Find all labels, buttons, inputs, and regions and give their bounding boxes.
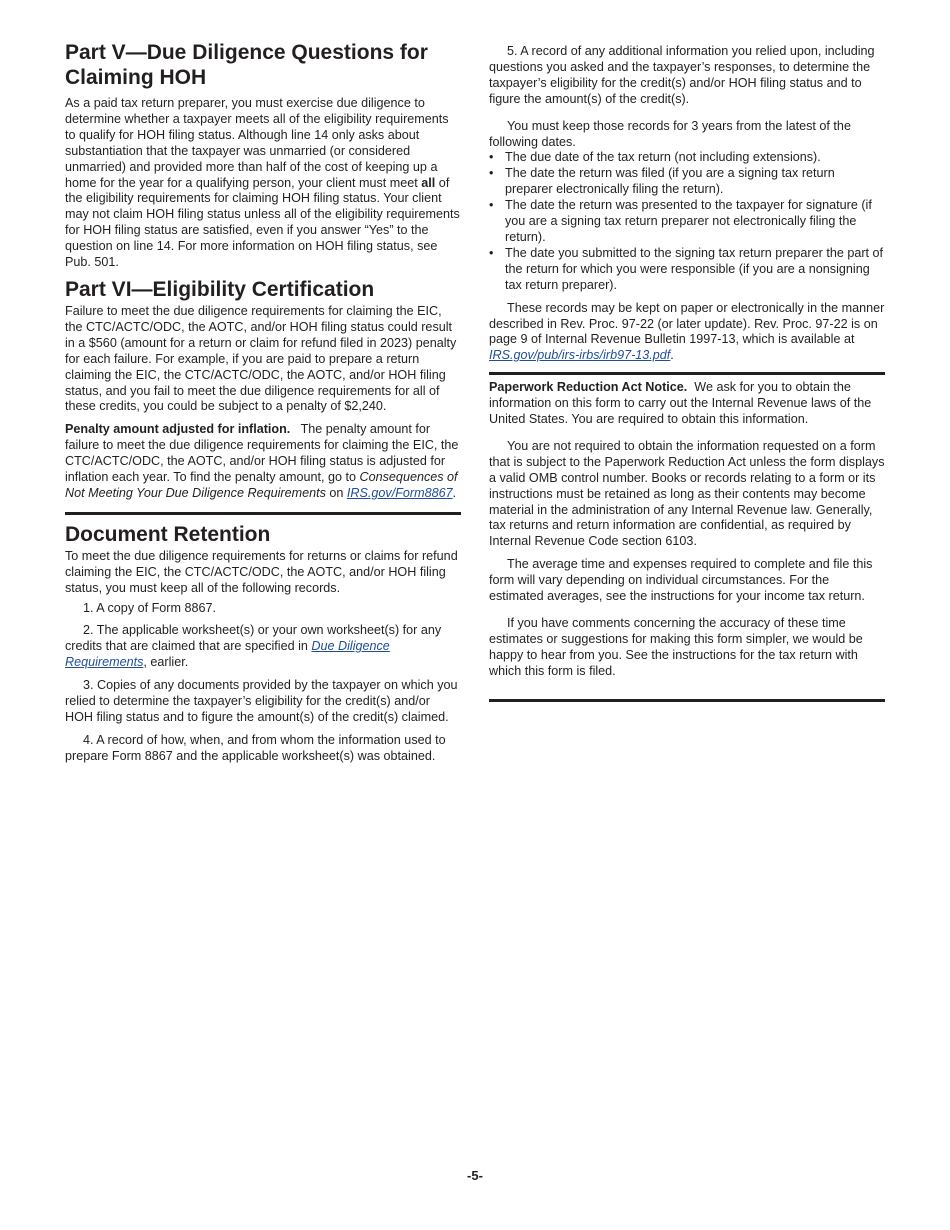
pra-paragraph [489,380,885,428]
retention-item-5: 5. A record of any additional information you relied upon, including questions you asked and the taxpayer’s responses, to determine the taxpayer’s eligibility for the credit(s) and/or HOH filing status and to figure the amount(s) of the credit(s). [489,44,875,106]
list-item [489,166,885,198]
due-diligence-link[interactable]: Due Diligence Requirements [65,639,390,670]
list-item-text: The date the return was presented to the taxpayer for signature (if you are a signing tax return preparer not electronically filing the return). [505,198,872,244]
retention-item-3: 3. Copies of any documents provided by the taxpayer on which you relied to determine the taxpayer’s eligibility for the credit(s) and/or HOH filing status and to figure the amount(s) of the credit(s) claimed. [65,678,458,724]
part6-heading: Part VI—Eligibility Certification [65,277,375,301]
bullet-icon: • [489,245,494,260]
part5-text-bold: all [421,175,436,190]
part6-paragraph: Failure to meet the due diligence requirements for claiming the EIC, the CTC/ACTC/ODC, the AOTC, and/or HOH filing status could result in a $560 (amount for a return or claim for refund filed in 2023) penalty for each failure. For example, if you are paid to prepare a return claiming the EIC, the CTC/ACTC/ODC, the AOTC, and/or HOH filing status, and you fail to meet the due diligence requirements for all of these credits, you could be subject to a penalty of $2,240. [65,303,457,414]
retention-item-1: 1. A copy of Form 8867. [83,600,217,615]
form8867-link[interactable]: IRS.gov/Form8867 [346,485,453,500]
bullet-icon: • [489,166,494,181]
irb-link[interactable]: IRS.gov/pub/irs-irbs/irb97-13.pdf [489,348,671,363]
penalty-heading: Penalty amount adjusted for inflation. [65,422,291,437]
records-end: . [670,348,674,363]
right-column [489,44,885,702]
retention-item-2-text: 2. The applicable worksheet(s) or your own worksheet(s) for any credits that are claimed that are specified in [65,623,442,654]
pra-paragraph-3: The average time and expenses required to complete and file this form will vary depending on individual circumstances. For the estimated averages, see the instructions for your income tax return. [489,557,873,604]
list-item [489,198,885,246]
penalty-text: The penalty amount for failure to meet the due diligence requirements for claiming the EIC, the CTC/ACTC/ODC, the AOTC, and/or HOH filing status is adjusted for inflation each year. To find the penalty amount, go to [65,422,459,485]
part5-paragraph [65,96,461,271]
keep-records-paragraph: You must keep those records for 3 years from the latest of the following dates. [489,118,851,149]
page-number: -5- [467,1168,483,1183]
bullet-icon: • [489,198,494,213]
records-paragraph [489,301,885,365]
retention-item-2-end: , earlier. [143,655,189,670]
left-column [65,40,461,765]
pra-paragraph-4: If you have comments concerning the accuracy of these time estimates or suggestions for making this form simpler, we would be happy to hear from you. See the instructions for the tax return with which this form is filed. [489,616,863,678]
pra-text: We ask for you to obtain the information on this form to carry out the Internal Revenue laws of the United States. You are required to obtain this information. [489,380,872,427]
section-divider [489,699,885,702]
pra-heading: Paperwork Reduction Act Notice. [489,380,688,395]
penalty-paragraph [65,422,461,502]
retention-intro: To meet the due diligence requirements for returns or claims for refund claiming the EIC, the CTC/ACTC/ODC, the AOTC, and/or HOH filing status, you must keep all of the following records. [65,548,458,595]
penalty-italic: Consequences of Not Meeting Your Due Diligence Requirements [65,470,458,500]
records-text: These records may be kept on paper or electronically in the manner described in Rev. Proc. 97-22 (or later update). Rev. Proc. 97-22 is on page 9 of Internal Revenue Bulletin 1997-13, which is available at [489,300,885,347]
pra-paragraph-2: You are not required to obtain the information requested on a form that is subject to the Paperwork Reduction Act unless the form displays a valid OMB control number. Books or records relating to a form or its instructions must be retained as long as their contents may become material in the administration of any Internal Revenue law. Generally, tax returns and return information are confidential, as required by Internal Revenue Code section 6103. [489,438,885,549]
dates-list [489,150,885,293]
section-divider [489,372,885,375]
bullet-icon: • [489,150,494,165]
penalty-on: on [325,485,347,500]
list-item-text: The date you submitted to the signing tax return preparer the part of the return for which you were responsible (if you are a nonsigning tax return preparer). [505,245,884,292]
penalty-end: . [452,485,457,500]
retention-item-2 [65,623,461,671]
list-item [489,246,885,294]
section-divider [65,512,461,515]
part5-text-b: of the eligibility requirements for claiming HOH filing status. Your client may not claim HOH filing status unless all of the eligibility requirements for HOH filing status are satisfied, even if you answer “Yes” to the question on line 14. For more information on HOH filing status, see Pub. 501. [65,175,460,270]
list-item-text: The date the return was filed (if you are a signing tax return preparer electronically filing the return). [505,166,835,197]
retention-heading: Document Retention [65,522,271,546]
retention-item-4: 4. A record of how, when, and from whom the information used to prepare Form 8867 and the applicable worksheet(s) was obtained. [65,732,446,763]
part5-heading: Part V—Due Diligence Questions for Claiming HOH [65,41,428,89]
list-item-text: The due date of the tax return (not including extensions). [505,150,821,165]
list-item [489,150,885,166]
part5-text-a: As a paid tax return preparer, you must exercise due diligence to determine whether a taxpayer meets all of the eligibility requirements to qualify for HOH filing status. Although line 14 only asks about substantiation that the taxpayer was unmarried (or considered unmarried) and provided more than half of the cost of keeping up a home for the year for a qualifying person, your client must meet [65,96,449,190]
